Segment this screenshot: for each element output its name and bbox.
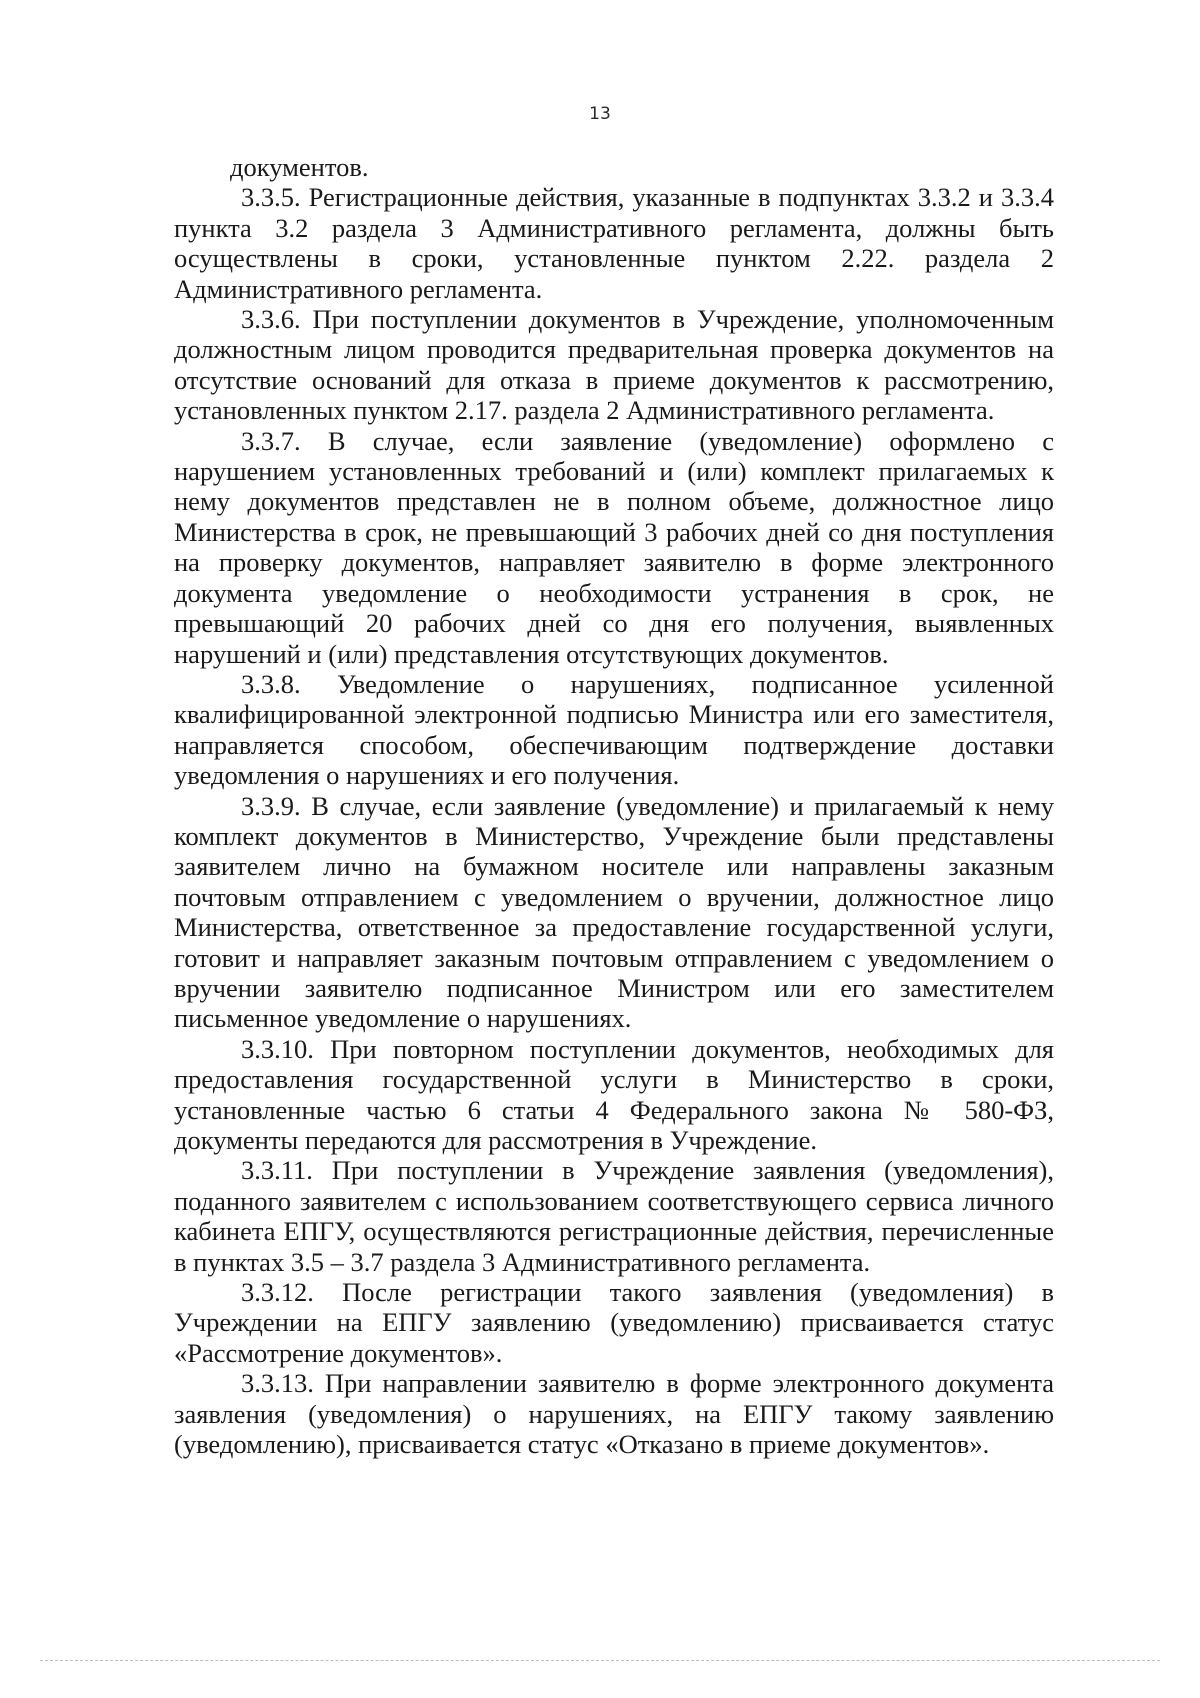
paragraph-3-3-7: 3.3.7. В случае, если заявление (уведомление) оформлено с нарушением установленных требований и (или) комплект прилагаемых к нему документов представлен не в полном объеме, должностное лицо Министерства в срок, не превышающий 3 рабочих дней со дня поступления на проверку документов, направляет заявителю в форме электронного документа уведомление о необходимости устранения в срок, не превышающий 20 рабочих дней со дня его получения, выявленных нарушений и (или) представления отсутствующих документов. (174, 425, 1054, 669)
page-bottom-divider (40, 1660, 1160, 1661)
page-number: 13 (589, 104, 611, 124)
paragraph-3-3-5: 3.3.5. Регистрационные действия, указанные в подпунктах 3.3.2 и 3.3.4 пункта 3.2 раздела 3 Административного регламента, должны быть осуществлены в сроки, установленные пунктом 2.22. раздела 2 Административного регламента. (174, 182, 1054, 304)
paragraph-3-3-8: 3.3.8. Уведомление о нарушениях, подписанное усиленной квалифицированной электронной подписью Министра или его заместителя, направляется способом, обеспечивающим подтверждение доставки уведомления о нарушениях и его получения. (174, 668, 1054, 791)
paragraph-3-3-12: 3.3.12. После регистрации такого заявления (уведомления) в Учреждении на ЕПГУ заявлению (уведомлению) присваивается статус «Рассмотрение документов». (174, 1277, 1054, 1368)
document-body (174, 152, 1054, 1459)
paragraph-3-3-11: 3.3.11. При поступлении в Учреждение заявления (уведомления), поданного заявителем с использованием соответствующего сервиса личного кабинета ЕПГУ, осуществляются регистрационные действия, перечисленные в пунктах 3.5 – 3.7 раздела 3 Административного регламента. (174, 1155, 1054, 1277)
paragraph-3-3-10: 3.3.10. При повторном поступлении документов, необходимых для предоставления государственной услуги в Министерство в сроки, установленные частью 6 статьи 4 Федерального закона № 580-ФЗ, документы передаются для рассмотрения в Учреждение. (174, 1033, 1054, 1155)
paragraph-3-3-13: 3.3.13. При направлении заявителю в форме электронного документа заявления (уведомления) о нарушениях, на ЕПГУ такому заявлению (уведомлению), присваивается статус «Отказано в приеме документов». (174, 1368, 1054, 1460)
paragraph-3-3-9: 3.3.9. В случае, если заявление (уведомление) и прилагаемый к нему комплект документов в Министерство, Учреждение были представлены заявителем лично на бумажном носителе или направлены заказным почтовым отправлением с уведомлением о вручении, должностное лицо Министерства, ответственное за предоставление государственной услуги, готовит и направляет заказным почтовым отправлением с уведомлением о вручении заявителю подписанное Министром или его заместителем письменное уведомление о нарушениях. (174, 790, 1054, 1034)
paragraph-3-3-6: 3.3.6. При поступлении документов в Учреждение, уполномоченным должностным лицом проводится предварительная проверка документов на отсутствие оснований для отказа в приеме документов к рассмотрению, установленных пунктом 2.17. раздела 2 Административного регламента. (174, 304, 1054, 426)
paragraph-continuation: документов. (230, 152, 369, 182)
